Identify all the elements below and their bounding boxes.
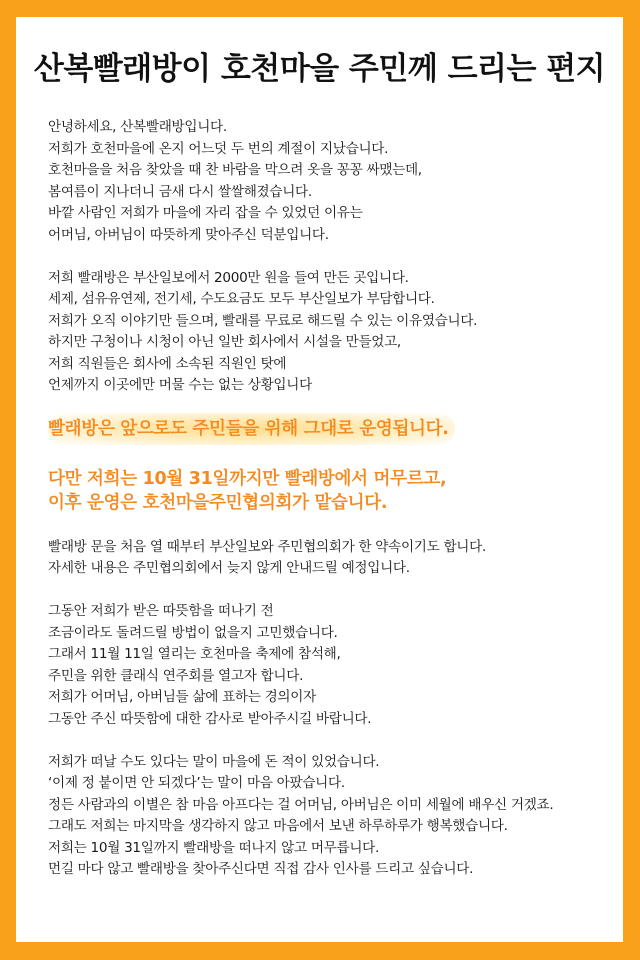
text-line: 세제, 섬유유연제, 전기세, 수도요금도 모두 부산일보가 부담합니다.	[48, 291, 435, 307]
paragraph-funding	[48, 268, 613, 397]
text-line: 자세한 내용은 주민협의회에서 늦지 않게 안내드릴 예정입니다.	[48, 560, 410, 576]
text-line: 호천마을을 처음 찾았을 때 찬 바람을 막으려 옷을 꽁꽁 싸맸는데,	[48, 162, 422, 178]
text-line: 저희 빨래방은 부산일보에서 2000만 원을 들여 만든 곳입니다.	[48, 269, 409, 286]
paragraph-concert	[48, 601, 613, 730]
text-line: 그래서 11월 11일 열리는 호천마을 축제에 참석해,	[48, 646, 341, 662]
letter-sheet	[16, 17, 623, 942]
text-line: 그동안 주신 따뜻함에 대한 감사로 받아주시길 바랍니다.	[48, 710, 372, 727]
page-title: 산복빨래방이 호천마을 주민께 드리는 편지	[33, 51, 606, 87]
text-line: 주민을 위한 클래식 연주회를 열고자 합니다.	[48, 667, 304, 684]
highlight-text: 이후 운영은 호천마을주민협의회가 맡습니다.	[48, 492, 388, 513]
text-line: 저희가 오직 이야기만 들으며, 빨래를 무료로 해드릴 수 있는 이유였습니다.	[48, 312, 478, 329]
paragraph-gap	[48, 580, 613, 602]
paragraph-greeting	[48, 117, 613, 246]
text-line: 저희가 떠날 수도 있다는 말이 마을에 돈 적이 있었습니다.	[48, 753, 380, 770]
text-line: 하지만 구청이나 시청이 아닌 일반 회사에서 시설을 만들었고,	[48, 334, 401, 350]
text-line: ‘이제 정 붙이면 안 되겠다’는 말이 마음 아팠습니다.	[48, 775, 345, 791]
text-line: 그래도 저희는 마지막을 생각하지 않고 마음에서 보낸 하루하루가 행복했습니다.	[48, 818, 508, 834]
highlight-handover	[48, 467, 613, 515]
text-line: 먼길 마다 않고 빨래방을 찾아주신다면 직접 감사 인사를 드리고 싶습니다.	[48, 861, 474, 877]
text-line: 봄여름이 지나더니 금새 다시 쌀쌀해졌습니다.	[48, 183, 312, 200]
text-line: 바깥 사람인 저희가 마을에 자리 잡을 수 있었던 이유는	[48, 205, 363, 221]
text-line: 그동안 저희가 받은 따뜻함을 떠나기 전	[48, 603, 274, 619]
text-line: 언제까지 이곳에만 머물 수는 없는 상황입니다	[48, 377, 312, 393]
paragraph-promise	[48, 537, 613, 580]
text-line: 저희가 어머님, 아버님들 삶에 표하는 경의이자	[48, 689, 316, 705]
highlight-text: 다만 저희는 10월 31일까지만 빨래방에서 머무르고,	[48, 468, 447, 489]
text-line: 정든 사람과의 이별은 참 마음 아프다는 걸 어머님, 아버님은 이미 세월에 배우신 거겠죠.	[48, 796, 554, 813]
highlight-text: 빨래방은 앞으로도 주민들을 위해 그대로 운영됩니다.	[48, 413, 455, 445]
letter-body	[48, 117, 613, 881]
text-line: 조금이라도 돌려드릴 방법이 없을지 고민했습니다.	[48, 624, 338, 641]
text-line: 빨래방 문을 처음 열 때부터 부산일보와 주민협의회가 한 약속이기도 합니다.	[48, 538, 486, 555]
paragraph-farewell	[48, 752, 613, 881]
text-line: 저희는 10월 31일까지 빨래방을 떠나지 않고 머무릅니다.	[48, 839, 380, 856]
text-line: 저희 직원들은 회사에 소속된 직원인 탓에	[48, 355, 287, 372]
text-line: 어머님, 아버님이 따뜻하게 맞아주신 덕분입니다.	[48, 226, 329, 243]
paragraph-gap	[48, 246, 613, 268]
highlight-operation	[48, 413, 613, 445]
text-line: 안녕하세요, 산복빨래방입니다.	[48, 119, 227, 135]
paragraph-gap	[48, 730, 613, 752]
text-line: 저희가 호천마을에 온지 어느덧 두 번의 계절이 지났습니다.	[48, 140, 389, 157]
